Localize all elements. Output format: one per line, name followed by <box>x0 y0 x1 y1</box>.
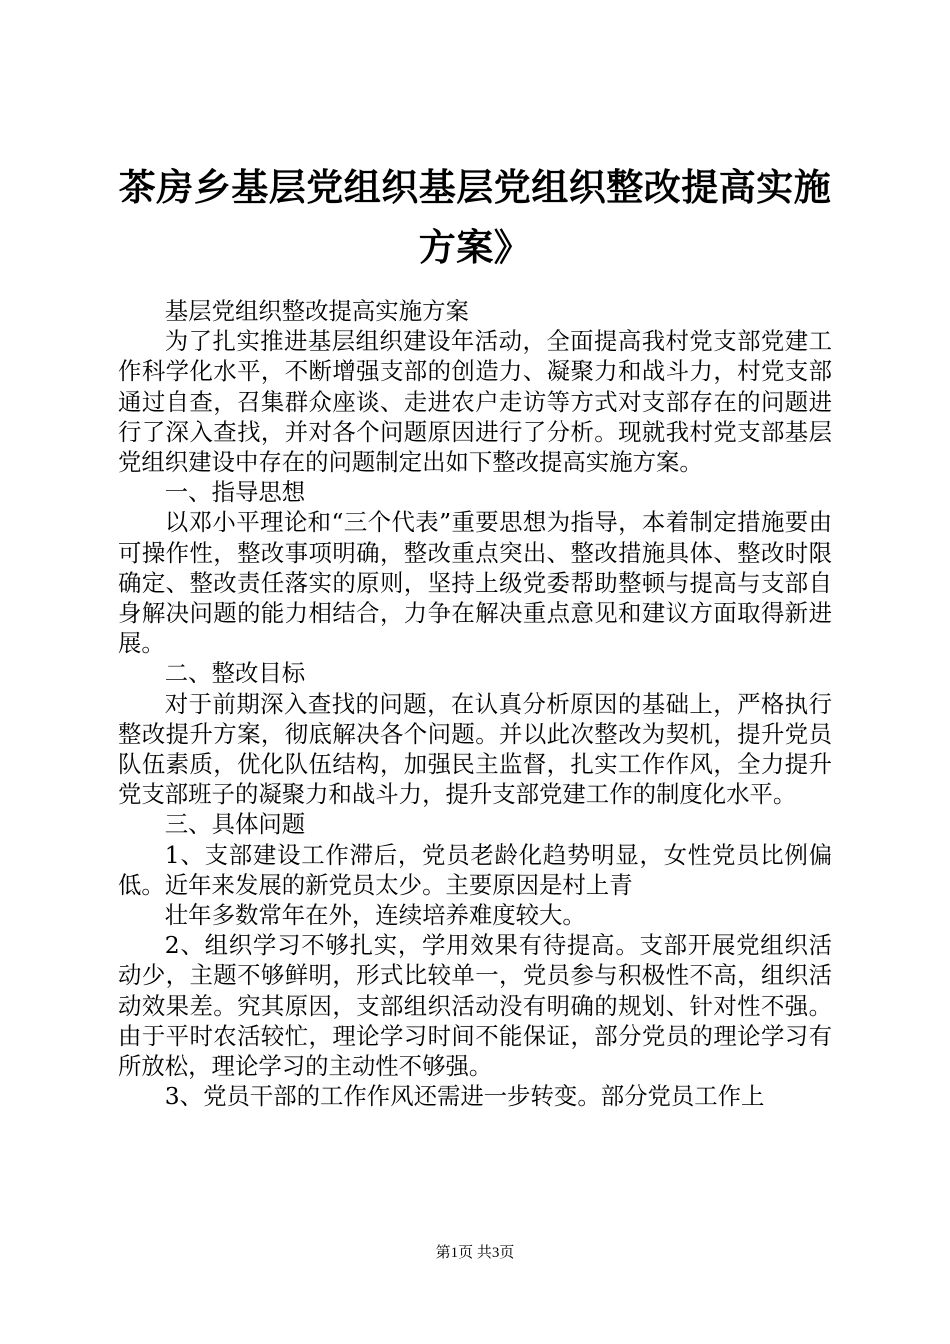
paragraph-problem-2: 2、组织学习不够扎实，学用效果有待提高。支部开展党组织活动少，主题不够鲜明，形式比较单一，党员参与积极性不高，组织活动效果差。究其原因，支部组织活动没有明确的规划、针对性不强。由于平时农活较忙，理论学习时间不能保证，部分党员的理论学习有所放松，理论学习的主动性不够强。 <box>118 931 832 1081</box>
section-heading-rectification-goals: 二、整改目标 <box>164 659 306 688</box>
section-heading-guiding-ideology: 一、指导思想 <box>164 478 306 507</box>
paragraph-guiding-ideology: 以邓小平理论和“三个代表”重要思想为指导，本着制定措施要由可操作性，整改事项明确，整改重点突出、整改措施具体、整改时限确定、整改责任落实的原则，坚持上级党委帮助整顿与提高与支部自身解决问题的能力相结合，力争在解决重点意见和建议方面取得新进展。 <box>118 508 832 658</box>
paragraph-problem-3: 3、党员干部的工作作风还需进一步转变。部分党员工作上 <box>164 1082 765 1111</box>
paragraph-subtitle: 基层党组织整改提高实施方案 <box>164 297 469 325</box>
page-footer: 第1页 共3页 <box>435 1245 515 1261</box>
paragraph-rectification-goals: 对于前期深入查找的问题，在认真分析原因的基础上，严格执行整改提升方案，彻底解决各个问题。并以此次整改为契机，提升党员队伍素质，优化队伍结构，加强民主监督，扎实工作作风，全力提升党支部班子的凝聚力和战斗力，提升支部党建工作的制度化水平。 <box>118 689 832 809</box>
document-body <box>118 296 832 1111</box>
paragraph-intro: 为了扎实推进基层组织建设年活动，全面提高我村党支部党建工作科学化水平，不断增强支部的创造力、凝聚力和战斗力，村党支部通过自查，召集群众座谈、走进农户走访等方式对支部存在的问题进行了深入查找，并对各个问题原因进行了分析。现就我村党支部基层党组织建设中存在的问题制定出如下整改提高实施方案。 <box>118 327 832 477</box>
paragraph-problem-1: 1、支部建设工作滞后，党员老龄化趋势明显，女性党员比例偏低。近年来发展的新党员太少。主要原因是村上青 <box>118 840 832 899</box>
paragraph-problem-1-continued: 壮年多数常年在外，连续培养难度较大。 <box>164 901 586 930</box>
section-heading-specific-problems: 三、具体问题 <box>164 810 306 839</box>
document-title: 茶房乡基层党组织基层党组织整改提高实施方案》 <box>118 166 832 269</box>
